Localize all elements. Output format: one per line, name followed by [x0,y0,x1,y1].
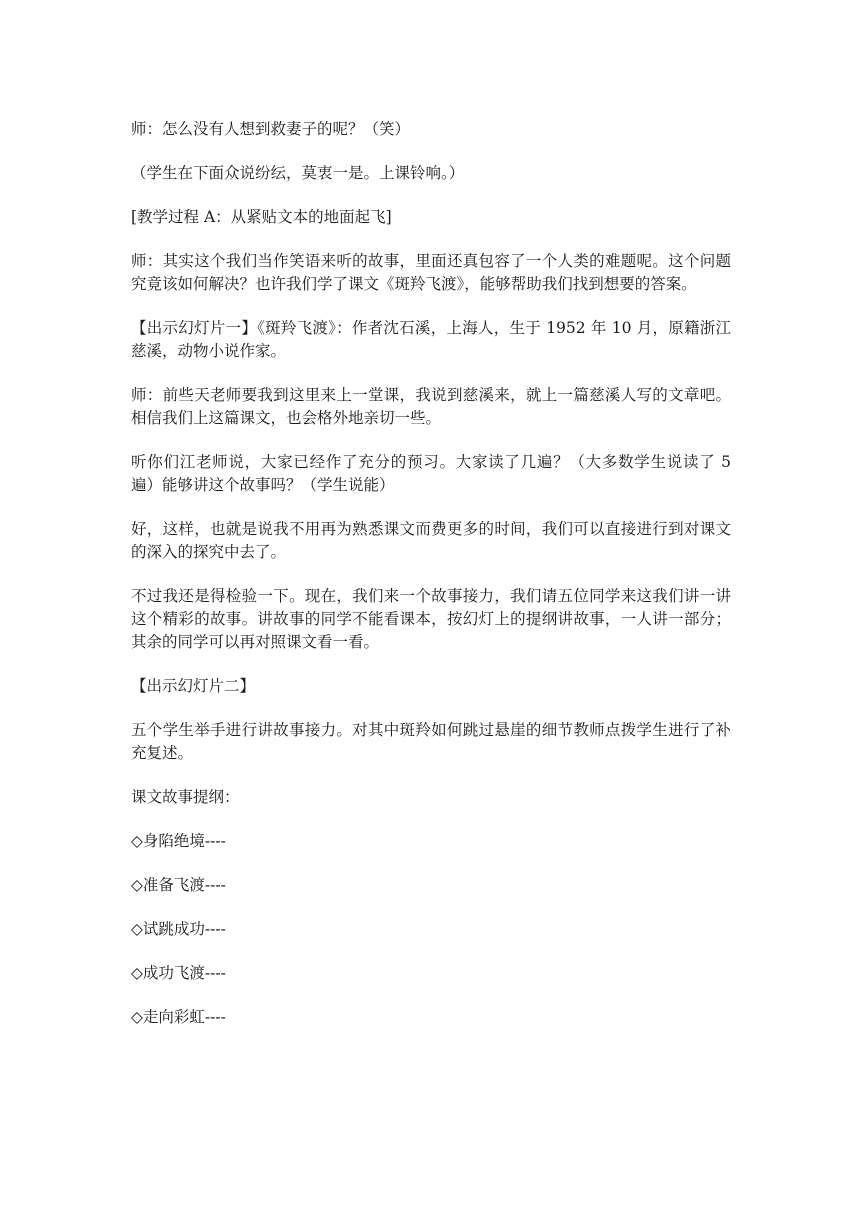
outline-item: ◇身陷绝境---- [131,832,226,850]
paragraph-five-students: 五个学生举手进行讲故事接力。对其中斑羚如何跳过悬崖的细节教师点拨学生进行了补充复述。 [131,721,731,762]
paragraph-outline-title: 课文故事提纲： [131,788,240,806]
paragraph-preview: 听你们江老师说，大家已经作了充分的预习。大家读了几遍？（大多数学生说读了 5 遍）能够讲这个故事吗？（学生说能） [131,453,731,494]
outline-item: ◇成功飞渡---- [131,964,226,982]
paragraph-story-relay: 不过我还是得检验一下。现在，我们来一个故事接力，我们请五位同学来这我们讲一讲这个精彩的故事。讲故事的同学不能看课本，按幻灯上的提纲讲故事，一人讲一部分；其余的同学可以再对照课文看一看。 [131,587,731,651]
outline-item: ◇走向彩虹---- [131,1008,226,1026]
paragraph-teacher-intro: 师：其实这个我们当作笑语来听的故事，里面还真包容了一个人类的难题呢。这个问题究竟该如何解决？也许我们学了课文《斑羚飞渡》，能够帮助我们找到想要的答案。 [131,252,731,293]
outline-item: ◇试跳成功---- [131,920,226,938]
document-body [131,118,731,1050]
paragraph-process-heading: [教学过程 A：从紧贴文本的地面起飞] [131,208,392,226]
paragraph-direct-explore: 好，这样，也就是说我不用再为熟悉课文而费更多的时间，我们可以直接进行到对课文的深入的探究中去了。 [131,520,731,561]
paragraph-teacher-question: 师：怎么没有人想到救妻子的呢？（笑） [131,120,411,138]
paragraph-slide-one: 【出示幻灯片一】《斑羚飞渡》：作者沈石溪，上海人，生于 1952 年 10 月，原籍浙江慈溪，动物小说作家。 [131,319,731,360]
paragraph-teacher-cixi: 师：前些天老师要我到这里来上一堂课，我说到慈溪来，就上一篇慈溪人写的文章吧。相信我们上这篇课文，也会格外地亲切一些。 [131,386,731,427]
paragraph-students-discuss: （学生在下面众说纷纭，莫衷一是。上课铃响。） [131,164,465,182]
paragraph-slide-two: 【出示幻灯片二】 [131,677,256,695]
outline-item: ◇准备飞渡---- [131,876,226,894]
